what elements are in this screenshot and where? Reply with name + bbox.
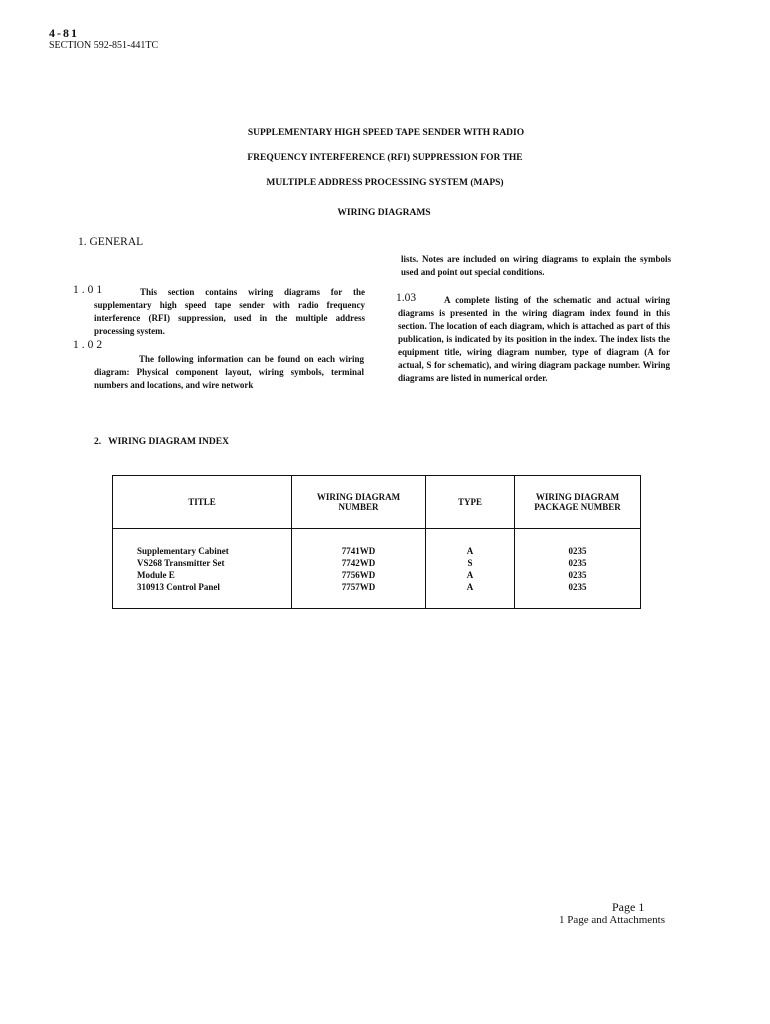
wiring-diagram-number: 7756WD	[341, 569, 376, 580]
paragraph-1-02-continued: lists. Notes are included on wiring diagrams to explain the symbols used and point out special conditions.	[401, 254, 671, 277]
column-header-package-number: WIRING DIAGRAM PACKAGE NUMBER	[515, 476, 641, 529]
equipment-title: Module E	[137, 569, 175, 580]
section-number: SECTION 592-851-441TC	[49, 40, 159, 51]
package-number-cell	[515, 529, 641, 609]
document-title-line-2: FREQUENCY INTERFERENCE (RFI) SUPPRESSION FOR THE	[247, 153, 523, 163]
footer-page-number: Page 1	[612, 900, 645, 914]
document-title-line-1: SUPPLEMENTARY HIGH SPEED TAPE SENDER WITH RADIO	[247, 128, 525, 138]
footer-attachments: 1 Page and Attachments	[559, 914, 666, 926]
diagram-type: S	[467, 557, 473, 568]
equipment-title: VS268 Transmitter Set	[137, 557, 225, 568]
paragraph-number-1-01: 1.01	[73, 284, 106, 296]
section-heading-wiring-diagram-index: 2. WIRING DIAGRAM INDEX	[94, 437, 229, 447]
page-number: 4-81	[49, 26, 79, 40]
wiring-diagram-number-cell	[292, 529, 426, 609]
wiring-diagram-index-table	[112, 475, 641, 609]
wiring-diagram-number: 7741WD	[341, 545, 376, 556]
package-number: 0235	[568, 557, 587, 568]
section-heading-general: 1. GENERAL	[78, 236, 144, 248]
paragraph-1-03: A complete listing of the schematic and actual wiring diagrams is presented in the wiring diagram index found in this section. The location of each diagram, which is attached as part of this publication, is indicated by its position in the index. The index lists the equipment title, wiring diagram number, type of diagram (A for actual, S for schematic), and wiring diagram package number. Wiring diagrams are listed in numerical order.	[398, 295, 670, 383]
column-header-wiring-diagram-number: WIRING DIAGRAM NUMBER	[292, 476, 426, 529]
type-cell	[426, 529, 515, 609]
equipment-title: Supplementary Cabinet	[137, 545, 229, 556]
paragraph-number-1-03: 1.03	[396, 292, 417, 304]
column-header-title: TITLE	[113, 476, 292, 529]
paragraph-1-02: The following information can be found on each wiring diagram: Physical component layout, wiring symbols, terminal numbers and locations, and wire network	[94, 354, 364, 390]
title-cell	[113, 529, 292, 609]
table-row	[113, 529, 641, 609]
column-header-type: TYPE	[426, 476, 515, 529]
diagram-type: A	[466, 569, 474, 580]
wiring-diagram-number: 7742WD	[341, 557, 376, 568]
equipment-title: 310913 Control Panel	[137, 581, 220, 592]
table-header-row	[113, 476, 641, 529]
paragraph-1-01: This section contains wiring diagrams for the supplementary high speed tape sender with radio frequency interference (RFI) suppression, used in the multiple address processing system.	[94, 287, 365, 336]
wiring-diagram-number: 7757WD	[341, 581, 376, 592]
document-title-line-3: MULTIPLE ADDRESS PROCESSING SYSTEM (MAPS)	[266, 178, 504, 188]
diagram-type: A	[466, 581, 474, 592]
paragraph-number-1-02: 1.02	[73, 339, 106, 351]
document-subtitle: WIRING DIAGRAMS	[337, 208, 431, 218]
package-number: 0235	[568, 569, 587, 580]
package-number: 0235	[568, 545, 587, 556]
package-number: 0235	[568, 581, 587, 592]
diagram-type: A	[466, 545, 474, 556]
